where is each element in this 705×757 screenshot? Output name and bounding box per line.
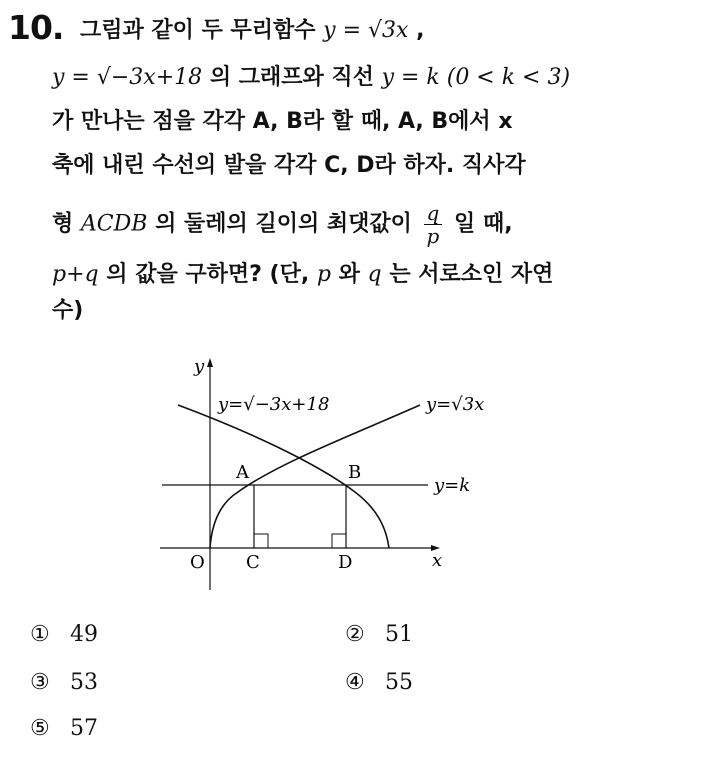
label-y-axis: y [194,356,205,377]
label-point-d: D [338,552,353,573]
text-1a: 그림과 같이 두 무리함수 [80,18,324,43]
expr-p-plus-q: p+q [52,262,99,287]
choice-4[interactable] [345,670,413,695]
var-q: q [367,262,382,287]
label-point-b: B [348,462,362,483]
choice-5[interactable] [30,716,98,741]
label-curve-neg3x-18: y=√−3x+18 [218,394,330,415]
text-6a: 의 값을 구하면? (단, [106,262,317,287]
choice-1-value: 49 [70,622,98,647]
question-line-3: 가 만나는 점을 각각 A, B라 할 때, A, B에서 x [52,109,513,134]
question-line-7: 수) [52,298,84,323]
rectangle-name: ACDB [80,211,148,237]
text-5c: 일 때, [454,211,513,237]
var-p: p [316,262,331,287]
choice-3-value: 53 [70,670,98,695]
text-2a: 의 그래프와 직선 [209,65,382,90]
choice-4-value: 55 [385,670,413,695]
question-line-4: 축에 내린 수선의 발을 각각 C, D라 하자. 직사각 [52,153,526,178]
label-point-a: A [236,462,249,483]
label-x-axis: x [432,550,443,571]
text-6c: 는 서로소인 자연 [389,262,554,287]
choice-1[interactable] [30,622,98,647]
choice-4-mark: ④ [345,670,365,695]
choice-2[interactable] [345,622,413,647]
function-sqrt-3x: y = √3x [323,18,409,43]
label-curve-3x: y=√3x [426,394,485,415]
label-point-c: C [246,552,260,573]
choice-5-mark: ⑤ [30,716,50,741]
choice-2-value: 51 [385,622,413,647]
fraction-denominator: p [426,224,440,248]
choice-3[interactable] [30,670,98,695]
function-sqrt-neg3x-18: y = √−3x+18 [52,65,203,90]
choice-5-value: 57 [70,716,98,741]
text-1b: , [416,18,425,43]
line-y-k: y = k (0 < k < 3) [381,65,571,90]
label-origin: O [190,552,205,573]
fraction-numerator: q [424,202,443,225]
label-line-k: y=k [434,475,471,496]
choice-2-mark: ② [345,622,365,647]
question-number: 10. [8,8,64,47]
text-6b: 와 [338,262,368,287]
text-5a: 형 [52,211,81,237]
choice-3-mark: ③ [30,670,50,695]
choice-1-mark: ① [30,622,50,647]
text-5b: 의 둘레의 길이의 최댓값이 [155,211,420,237]
